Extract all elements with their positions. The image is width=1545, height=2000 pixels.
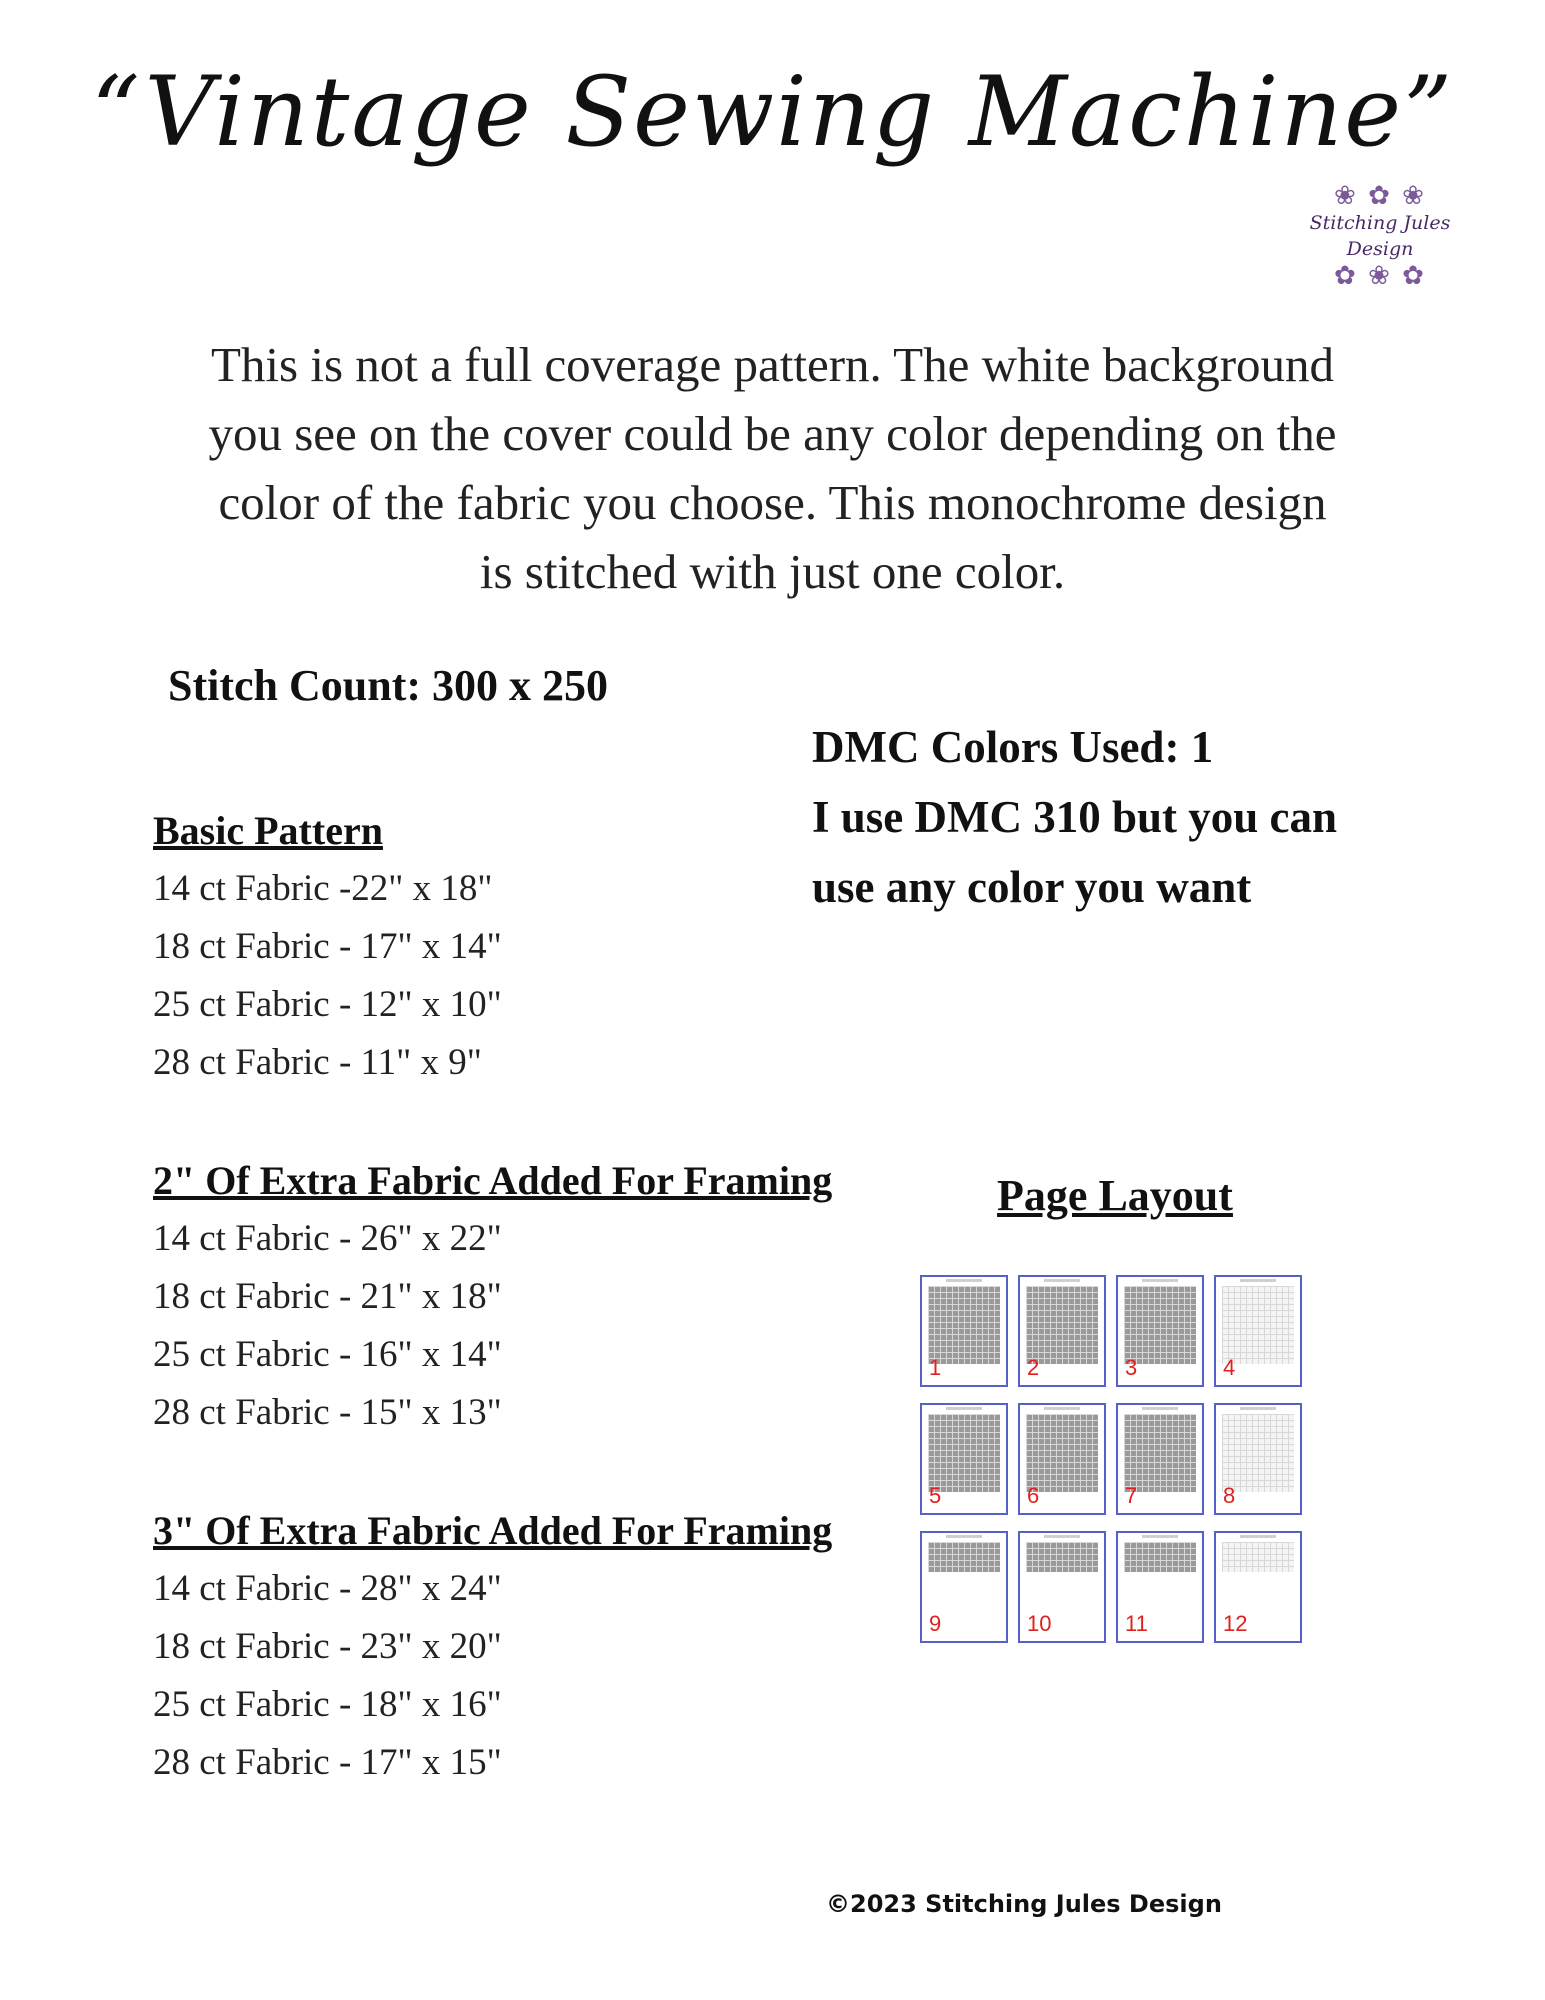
dmc-colors-note (812, 712, 1337, 922)
intro-line: is stitched with just one color. (479, 544, 1066, 599)
page-number: 7 (1125, 1483, 1138, 1508)
dmc-line: DMC Colors Used: 1 (812, 722, 1214, 772)
extra-2in-heading: 2" Of Extra Fabric Added For Framing (153, 1158, 833, 1203)
layout-page (920, 1403, 1008, 1515)
intro-paragraph (150, 330, 1395, 606)
copyright-notice: ©2023 Stitching Jules Design (826, 1890, 1222, 1918)
basic-pattern-sizes (153, 802, 502, 1092)
page-number: 5 (929, 1483, 942, 1508)
dmc-line: use any color you want (812, 862, 1252, 912)
page-layout-heading: Page Layout (997, 1171, 1233, 1220)
layout-page (1214, 1403, 1302, 1515)
layout-page (1214, 1275, 1302, 1387)
page-number: 8 (1223, 1483, 1236, 1508)
page-number: 1 (929, 1355, 942, 1380)
extra-3in-heading: 3" Of Extra Fabric Added For Framing (153, 1508, 833, 1553)
fabric-size-row: 28 ct Fabric - 17" x 15" (153, 1742, 502, 1783)
page-number: 9 (929, 1611, 942, 1636)
layout-page (1018, 1531, 1106, 1643)
fabric-size-row: 25 ct Fabric - 12" x 10" (153, 984, 502, 1025)
fabric-size-row: 25 ct Fabric - 16" x 14" (153, 1334, 502, 1375)
stitch-count: Stitch Count: 300 x 250 (168, 661, 609, 710)
layout-page (1116, 1403, 1204, 1515)
fabric-size-row: 14 ct Fabric - 26" x 22" (153, 1218, 502, 1259)
page-number: 10 (1027, 1611, 1052, 1636)
fabric-size-row: 25 ct Fabric - 18" x 16" (153, 1684, 502, 1725)
page-number: 6 (1027, 1483, 1040, 1508)
page-number: 2 (1027, 1355, 1040, 1380)
basic-pattern-heading: Basic Pattern (153, 808, 383, 853)
layout-page (920, 1531, 1008, 1643)
fabric-size-row: 14 ct Fabric - 28" x 24" (153, 1568, 502, 1609)
page-layout-grid (920, 1275, 1310, 1645)
layout-page (1018, 1275, 1106, 1387)
layout-page (1116, 1531, 1204, 1643)
extra-2in-sizes (153, 1152, 832, 1442)
fabric-size-row: 14 ct Fabric -22" x 18" (153, 868, 493, 909)
layout-page (1214, 1531, 1302, 1643)
page-number: 3 (1125, 1355, 1138, 1380)
fabric-size-row: 18 ct Fabric - 17" x 14" (153, 926, 502, 967)
page-number: 11 (1125, 1611, 1148, 1636)
brand-logo (1280, 182, 1480, 290)
fabric-size-row: 18 ct Fabric - 23" x 20" (153, 1626, 502, 1667)
fabric-size-row: 28 ct Fabric - 15" x 13" (153, 1392, 502, 1433)
page-number: 4 (1223, 1355, 1236, 1380)
fabric-size-row: 28 ct Fabric - 11" x 9" (153, 1042, 482, 1083)
fabric-size-row: 18 ct Fabric - 21" x 18" (153, 1276, 502, 1317)
layout-page (1116, 1275, 1204, 1387)
extra-3in-sizes (153, 1502, 832, 1792)
intro-line: This is not a full coverage pattern. The white background (210, 337, 1335, 392)
intro-line: color of the fabric you choose. This monochrome design (218, 475, 1327, 530)
logo-swirl-top-icon: ❀ ✿ ❀ (1334, 181, 1426, 211)
logo-swirl-bottom-icon: ✿ ❀ ✿ (1334, 261, 1426, 291)
layout-page (1018, 1403, 1106, 1515)
layout-page (920, 1275, 1008, 1387)
page-number: 12 (1223, 1611, 1248, 1636)
page-title: “Vintage Sewing Machine” (90, 56, 1455, 168)
dmc-line: I use DMC 310 but you can (812, 792, 1338, 842)
intro-line: you see on the cover could be any color depending on the (208, 406, 1337, 461)
logo-text: Stitching Jules Design (1309, 212, 1451, 260)
